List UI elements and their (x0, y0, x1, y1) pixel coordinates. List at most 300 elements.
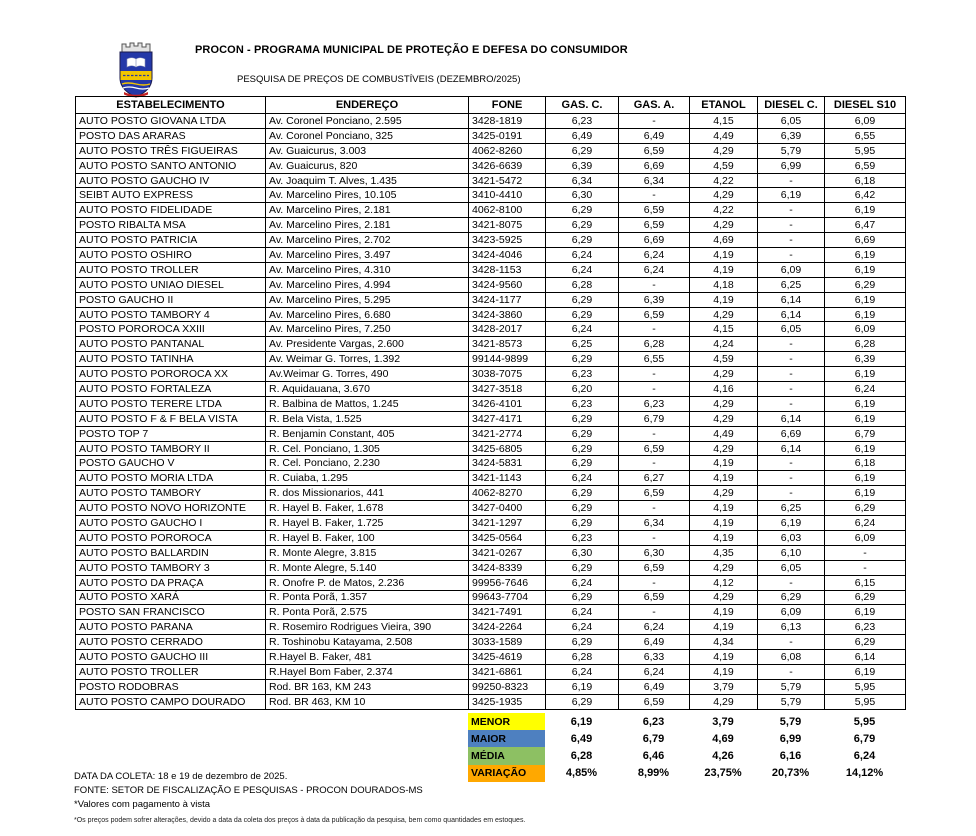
establishment-cell: AUTO POSTO CAMPO DOURADO (76, 694, 266, 709)
footer-line: DATA DA COLETA: 18 e 19 de dezembro de 2025. (74, 771, 288, 782)
establishment-cell: POSTO SAN FRANCISCO (76, 605, 266, 620)
diesel-s10-cell: 6,28 (825, 337, 906, 352)
address-cell: Av. Marcelino Pires, 2.181 (266, 218, 469, 233)
diesel-c-cell: 5,79 (758, 694, 825, 709)
diesel-s10-cell: 6,09 (825, 322, 906, 337)
establishment-cell: AUTO POSTO F & F BELA VISTA (76, 411, 266, 426)
page-title: PROCON - PROGRAMA MUNICIPAL DE PROTEÇÃO E DEFESA DO CONSUMIDOR (195, 44, 628, 56)
phone-cell: 3421-8075 (469, 218, 546, 233)
address-cell: R. Balbina de Mattos, 1.245 (266, 396, 469, 411)
etanol-cell: 4,19 (690, 605, 758, 620)
address-cell: R. Hayel B. Faker, 1.678 (266, 501, 469, 516)
address-cell: R. Benjamin Constant, 405 (266, 426, 469, 441)
address-cell: R. Onofre P. de Matos, 2.236 (266, 575, 469, 590)
summary-label: MÉDIA (468, 747, 545, 764)
summary-row (468, 747, 905, 764)
gas-c-cell: 6,24 (546, 605, 619, 620)
phone-cell: 3426-6639 (469, 158, 546, 173)
diesel-c-cell: 6,29 (758, 590, 825, 605)
establishment-cell: AUTO POSTO POROROCA XX (76, 367, 266, 382)
etanol-cell: 4,19 (690, 650, 758, 665)
establishment-cell: POSTO POROROCA XXIII (76, 322, 266, 337)
gas-a-cell: 6,59 (619, 560, 690, 575)
gas-c-cell: 6,39 (546, 158, 619, 173)
table-row (76, 188, 906, 203)
summary-row (468, 765, 905, 782)
summary-value: 6,79 (853, 732, 876, 745)
establishment-cell: SEIBT AUTO EXPRESS (76, 188, 266, 203)
diesel-s10-cell: 6,39 (825, 352, 906, 367)
table-row (76, 114, 906, 129)
gas-a-cell: 6,49 (619, 635, 690, 650)
diesel-s10-cell: 6,15 (825, 575, 906, 590)
phone-cell: 4062-8100 (469, 203, 546, 218)
gas-c-cell: 6,24 (546, 620, 619, 635)
diesel-s10-cell: 5,95 (825, 679, 906, 694)
address-cell: Av. Presidente Vargas, 2.600 (266, 337, 469, 352)
gas-a-cell: - (619, 501, 690, 516)
diesel-c-cell: 6,09 (758, 262, 825, 277)
address-cell: R. Ponta Porã, 2.575 (266, 605, 469, 620)
diesel-c-cell: - (758, 471, 825, 486)
table-row (76, 650, 906, 665)
diesel-c-cell: 6,39 (758, 128, 825, 143)
diesel-s10-cell: 6,47 (825, 218, 906, 233)
table-row (76, 620, 906, 635)
gas-a-cell: 6,23 (619, 396, 690, 411)
etanol-cell: 4,29 (690, 441, 758, 456)
gas-a-cell: 6,59 (619, 218, 690, 233)
table-row (76, 233, 906, 248)
summary-label: VARIAÇÃO (468, 765, 545, 782)
table-row (76, 679, 906, 694)
column-header: ETANOL (690, 97, 758, 114)
gas-a-cell: - (619, 575, 690, 590)
column-header: GAS. C. (546, 97, 619, 114)
address-cell: R. Cel. Ponciano, 2.230 (266, 456, 469, 471)
diesel-c-cell: 5,79 (758, 679, 825, 694)
diesel-c-cell: - (758, 486, 825, 501)
address-cell: Av. Guaicurus, 3.003 (266, 143, 469, 158)
diesel-c-cell: 6,14 (758, 292, 825, 307)
summary-value: 6,16 (779, 749, 802, 762)
gas-a-cell: 6,34 (619, 173, 690, 188)
gas-a-cell: 6,24 (619, 664, 690, 679)
etanol-cell: 4,49 (690, 426, 758, 441)
diesel-s10-cell: 6,55 (825, 128, 906, 143)
establishment-cell: AUTO POSTO PANTANAL (76, 337, 266, 352)
establishment-cell: AUTO POSTO SANTO ANTONIO (76, 158, 266, 173)
gas-a-cell: 6,59 (619, 486, 690, 501)
gas-c-cell: 6,24 (546, 664, 619, 679)
table-row (76, 575, 906, 590)
etanol-cell: 3,79 (690, 679, 758, 694)
phone-cell: 99956-7646 (469, 575, 546, 590)
etanol-cell: 4,19 (690, 501, 758, 516)
gas-c-cell: 6,29 (546, 441, 619, 456)
establishment-cell: AUTO POSTO TATINHA (76, 352, 266, 367)
gas-c-cell: 6,49 (546, 128, 619, 143)
phone-cell: 3428-2017 (469, 322, 546, 337)
gas-a-cell: - (619, 367, 690, 382)
etanol-cell: 4,19 (690, 248, 758, 263)
gas-a-cell: 6,59 (619, 203, 690, 218)
phone-cell: 3421-1297 (469, 516, 546, 531)
gas-a-cell: 6,59 (619, 143, 690, 158)
gas-a-cell: 6,69 (619, 233, 690, 248)
summary-value: 20,73% (771, 767, 810, 780)
summary-value: 14,12% (845, 767, 884, 780)
gas-c-cell: 6,29 (546, 411, 619, 426)
diesel-c-cell: - (758, 635, 825, 650)
summary-value: 8,99% (637, 767, 670, 780)
diesel-s10-cell: 6,19 (825, 486, 906, 501)
etanol-cell: 4,19 (690, 262, 758, 277)
gas-c-cell: 6,19 (546, 679, 619, 694)
table-row (76, 664, 906, 679)
address-cell: R. Bela Vista, 1.525 (266, 411, 469, 426)
diesel-s10-cell: 6,69 (825, 233, 906, 248)
etanol-cell: 4,19 (690, 530, 758, 545)
summary-value: 4,69 (712, 732, 734, 745)
etanol-cell: 4,29 (690, 486, 758, 501)
address-cell: Rod. BR 163, KM 243 (266, 679, 469, 694)
phone-cell: 3421-5472 (469, 173, 546, 188)
diesel-s10-cell: 6,19 (825, 292, 906, 307)
diesel-s10-cell: 6,19 (825, 664, 906, 679)
table-body (76, 114, 906, 710)
gas-c-cell: 6,29 (546, 352, 619, 367)
diesel-c-cell: 6,14 (758, 307, 825, 322)
phone-cell: 3423-5925 (469, 233, 546, 248)
diesel-s10-cell: 6,79 (825, 426, 906, 441)
address-cell: R. Rosemiro Rodrigues Vieira, 390 (266, 620, 469, 635)
diesel-s10-cell: 5,95 (825, 694, 906, 709)
phone-cell: 3427-4171 (469, 411, 546, 426)
address-cell: R. Aquidauana, 3.670 (266, 382, 469, 397)
diesel-s10-cell: 6,19 (825, 396, 906, 411)
gas-a-cell: 6,24 (619, 262, 690, 277)
diesel-s10-cell: 6,29 (825, 635, 906, 650)
establishment-cell: AUTO POSTO MORIA LTDA (76, 471, 266, 486)
fuel-price-table (75, 96, 906, 710)
gas-a-cell: - (619, 382, 690, 397)
address-cell: R. Ponta Porã, 1.357 (266, 590, 469, 605)
establishment-cell: AUTO POSTO DA PRAÇA (76, 575, 266, 590)
establishment-cell: AUTO POSTO BALLARDIN (76, 545, 266, 560)
diesel-s10-cell: - (825, 560, 906, 575)
phone-cell: 3427-0400 (469, 501, 546, 516)
etanol-cell: 4,22 (690, 203, 758, 218)
etanol-cell: 4,29 (690, 367, 758, 382)
diesel-c-cell: 6,13 (758, 620, 825, 635)
etanol-cell: 4,19 (690, 620, 758, 635)
diesel-s10-cell: 6,19 (825, 605, 906, 620)
etanol-cell: 4,16 (690, 382, 758, 397)
table-row (76, 337, 906, 352)
gas-a-cell: 6,49 (619, 679, 690, 694)
etanol-cell: 4,15 (690, 114, 758, 129)
table-row (76, 530, 906, 545)
diesel-s10-cell: 6,19 (825, 248, 906, 263)
address-cell: R. Cel. Ponciano, 1.305 (266, 441, 469, 456)
diesel-s10-cell: 6,29 (825, 590, 906, 605)
summary-value: 23,75% (704, 767, 742, 780)
summary-block (468, 713, 905, 782)
diesel-c-cell: - (758, 396, 825, 411)
table-row (76, 545, 906, 560)
column-header: DIESEL C. (758, 97, 825, 114)
diesel-c-cell: - (758, 456, 825, 471)
diesel-c-cell: 6,14 (758, 441, 825, 456)
gas-c-cell: 6,29 (546, 560, 619, 575)
phone-cell: 3038-7075 (469, 367, 546, 382)
gas-a-cell: - (619, 322, 690, 337)
diesel-c-cell: 6,05 (758, 560, 825, 575)
diesel-c-cell: 6,25 (758, 501, 825, 516)
etanol-cell: 4,29 (690, 218, 758, 233)
address-cell: Av. Marcelino Pires, 4.310 (266, 262, 469, 277)
gas-a-cell: 6,39 (619, 292, 690, 307)
phone-cell: 3033-1589 (469, 635, 546, 650)
gas-a-cell: 6,33 (619, 650, 690, 665)
table-row (76, 143, 906, 158)
diesel-c-cell: - (758, 367, 825, 382)
etanol-cell: 4,29 (690, 560, 758, 575)
diesel-c-cell: 5,79 (758, 143, 825, 158)
table-row (76, 694, 906, 709)
summary-value: 6,99 (779, 732, 802, 745)
establishment-cell: AUTO POSTO GAUCHO I (76, 516, 266, 531)
establishment-cell: AUTO POSTO NOVO HORIZONTE (76, 501, 266, 516)
diesel-c-cell: 6,05 (758, 322, 825, 337)
diesel-s10-cell: 5,95 (825, 143, 906, 158)
diesel-s10-cell: 6,19 (825, 471, 906, 486)
column-header: ENDEREÇO (266, 97, 469, 114)
etanol-cell: 4,29 (690, 307, 758, 322)
etanol-cell: 4,22 (690, 173, 758, 188)
summary-value: 4,26 (712, 749, 734, 762)
etanol-cell: 4,19 (690, 292, 758, 307)
phone-cell: 99250-8323 (469, 679, 546, 694)
diesel-s10-cell: 6,29 (825, 501, 906, 516)
diesel-c-cell: - (758, 352, 825, 367)
phone-cell: 3421-6861 (469, 664, 546, 679)
gas-c-cell: 6,28 (546, 277, 619, 292)
establishment-cell: AUTO POSTO UNIAO DIESEL (76, 277, 266, 292)
etanol-cell: 4,18 (690, 277, 758, 292)
table-row (76, 307, 906, 322)
address-cell: Av. Marcelino Pires, 2.702 (266, 233, 469, 248)
etanol-cell: 4,29 (690, 694, 758, 709)
gas-c-cell: 6,24 (546, 471, 619, 486)
gas-a-cell: 6,79 (619, 411, 690, 426)
phone-cell: 4062-8270 (469, 486, 546, 501)
etanol-cell: 4,59 (690, 352, 758, 367)
summary-value: 6,24 (853, 749, 876, 762)
address-cell: Av. Weimar G. Torres, 1.392 (266, 352, 469, 367)
diesel-c-cell: 6,19 (758, 188, 825, 203)
establishment-cell: AUTO POSTO TROLLER (76, 664, 266, 679)
diesel-c-cell: - (758, 337, 825, 352)
address-cell: Av. Coronel Ponciano, 325 (266, 128, 469, 143)
etanol-cell: 4,29 (690, 396, 758, 411)
address-cell: Av. Coronel Ponciano, 2.595 (266, 114, 469, 129)
establishment-cell: AUTO POSTO OSHIRO (76, 248, 266, 263)
establishment-cell: POSTO DAS ARARAS (76, 128, 266, 143)
table-row (76, 441, 906, 456)
phone-cell: 3424-5831 (469, 456, 546, 471)
summary-value: 3,79 (712, 715, 734, 728)
establishment-cell: AUTO POSTO PATRICIA (76, 233, 266, 248)
etanol-cell: 4,19 (690, 471, 758, 486)
phone-cell: 3424-9560 (469, 277, 546, 292)
etanol-cell: 4,34 (690, 635, 758, 650)
summary-value: 6,28 (570, 749, 593, 762)
summary-value: 6,46 (642, 749, 665, 762)
phone-cell: 3425-6805 (469, 441, 546, 456)
table-row (76, 158, 906, 173)
phone-cell: 4062-8260 (469, 143, 546, 158)
summary-row (468, 730, 905, 747)
phone-cell: 3410-4410 (469, 188, 546, 203)
establishment-cell: AUTO POSTO TAMBORY (76, 486, 266, 501)
table-row (76, 396, 906, 411)
gas-c-cell: 6,23 (546, 367, 619, 382)
etanol-cell: 4,29 (690, 411, 758, 426)
phone-cell: 3428-1819 (469, 114, 546, 129)
phone-cell: 99643-7704 (469, 590, 546, 605)
table-row (76, 277, 906, 292)
gas-c-cell: 6,29 (546, 635, 619, 650)
diesel-c-cell: - (758, 218, 825, 233)
diesel-s10-cell: 6,42 (825, 188, 906, 203)
diesel-s10-cell: 6,09 (825, 114, 906, 129)
etanol-cell: 4,59 (690, 158, 758, 173)
diesel-s10-cell: 6,29 (825, 277, 906, 292)
summary-value: 6,79 (642, 732, 665, 745)
table-row (76, 516, 906, 531)
establishment-cell: AUTO POSTO GAUCHO III (76, 650, 266, 665)
address-cell: R. Monte Alegre, 3.815 (266, 545, 469, 560)
table-row (76, 426, 906, 441)
table-row (76, 590, 906, 605)
gas-c-cell: 6,29 (546, 516, 619, 531)
table-header-row (76, 97, 906, 114)
address-cell: R. Monte Alegre, 5.140 (266, 560, 469, 575)
footer-line: *Valores com pagamento à vista (74, 799, 211, 810)
table-row (76, 456, 906, 471)
diesel-c-cell: 6,05 (758, 114, 825, 129)
gas-c-cell: 6,30 (546, 188, 619, 203)
phone-cell: 3421-0267 (469, 545, 546, 560)
establishment-cell: AUTO POSTO FIDELIDADE (76, 203, 266, 218)
gas-a-cell: 6,27 (619, 471, 690, 486)
establishment-cell: AUTO POSTO TERERE LTDA (76, 396, 266, 411)
address-cell: Av. Marcelino Pires, 10.105 (266, 188, 469, 203)
gas-c-cell: 6,23 (546, 530, 619, 545)
gas-c-cell: 6,29 (546, 218, 619, 233)
phone-cell: 3425-4619 (469, 650, 546, 665)
establishment-cell: AUTO POSTO GIOVANA LTDA (76, 114, 266, 129)
summary-value: 6,23 (642, 715, 665, 728)
gas-c-cell: 6,24 (546, 262, 619, 277)
establishment-cell: POSTO GAUCHO V (76, 456, 266, 471)
etanol-cell: 4,15 (690, 322, 758, 337)
etanol-cell: 4,35 (690, 545, 758, 560)
etanol-cell: 4,19 (690, 664, 758, 679)
gas-a-cell: 6,34 (619, 516, 690, 531)
phone-cell: 3428-1153 (469, 262, 546, 277)
gas-c-cell: 6,24 (546, 575, 619, 590)
gas-a-cell: 6,55 (619, 352, 690, 367)
diesel-c-cell: - (758, 382, 825, 397)
gas-a-cell: 6,49 (619, 128, 690, 143)
gas-c-cell: 6,29 (546, 426, 619, 441)
phone-cell: 3424-3860 (469, 307, 546, 322)
establishment-cell: AUTO POSTO TAMBORY II (76, 441, 266, 456)
gas-c-cell: 6,29 (546, 203, 619, 218)
table-row (76, 605, 906, 620)
summary-value: 5,95 (853, 715, 876, 728)
etanol-cell: 4,19 (690, 516, 758, 531)
gas-a-cell: - (619, 530, 690, 545)
address-cell: R. Hayel B. Faker, 1.725 (266, 516, 469, 531)
table-row (76, 352, 906, 367)
address-cell: Av. Marcelino Pires, 6.680 (266, 307, 469, 322)
establishment-cell: POSTO GAUCHO II (76, 292, 266, 307)
footer-lines (74, 770, 525, 812)
diesel-c-cell: - (758, 233, 825, 248)
gas-c-cell: 6,29 (546, 590, 619, 605)
phone-cell: 3421-8573 (469, 337, 546, 352)
diesel-c-cell: - (758, 203, 825, 218)
gas-a-cell: 6,59 (619, 694, 690, 709)
establishment-cell: POSTO RODOBRAS (76, 679, 266, 694)
gas-c-cell: 6,29 (546, 292, 619, 307)
phone-cell: 3425-0564 (469, 530, 546, 545)
phone-cell: 3421-2774 (469, 426, 546, 441)
establishment-cell: AUTO POSTO FORTALEZA (76, 382, 266, 397)
address-cell: Av. Joaquim T. Alves, 1.435 (266, 173, 469, 188)
gas-c-cell: 6,28 (546, 650, 619, 665)
diesel-s10-cell: 6,24 (825, 382, 906, 397)
address-cell: R. Toshinobu Katayama, 2.508 (266, 635, 469, 650)
table-row (76, 501, 906, 516)
diesel-c-cell: 6,10 (758, 545, 825, 560)
diesel-s10-cell: 6,18 (825, 456, 906, 471)
phone-cell: 3424-2264 (469, 620, 546, 635)
gas-a-cell: 6,30 (619, 545, 690, 560)
gas-c-cell: 6,24 (546, 248, 619, 263)
footer (74, 770, 525, 824)
phone-cell: 3425-0191 (469, 128, 546, 143)
etanol-cell: 4,29 (690, 143, 758, 158)
summary-value: 5,79 (779, 715, 802, 728)
summary-value: 6,49 (570, 732, 593, 745)
gas-c-cell: 6,29 (546, 486, 619, 501)
diesel-c-cell: 6,03 (758, 530, 825, 545)
address-cell: R. Hayel B. Faker, 100 (266, 530, 469, 545)
phone-cell: 3427-3518 (469, 382, 546, 397)
establishment-cell: AUTO POSTO XARÁ (76, 590, 266, 605)
diesel-c-cell: 6,19 (758, 516, 825, 531)
diesel-s10-cell: 6,19 (825, 411, 906, 426)
address-cell: R. dos Missionarios, 441 (266, 486, 469, 501)
address-cell: Av.Weimar G. Torres, 490 (266, 367, 469, 382)
column-header: FONE (469, 97, 546, 114)
page-subtitle: PESQUISA DE PREÇOS DE COMBUSTÍVEIS (DEZEMBRO/2025) (237, 74, 521, 85)
